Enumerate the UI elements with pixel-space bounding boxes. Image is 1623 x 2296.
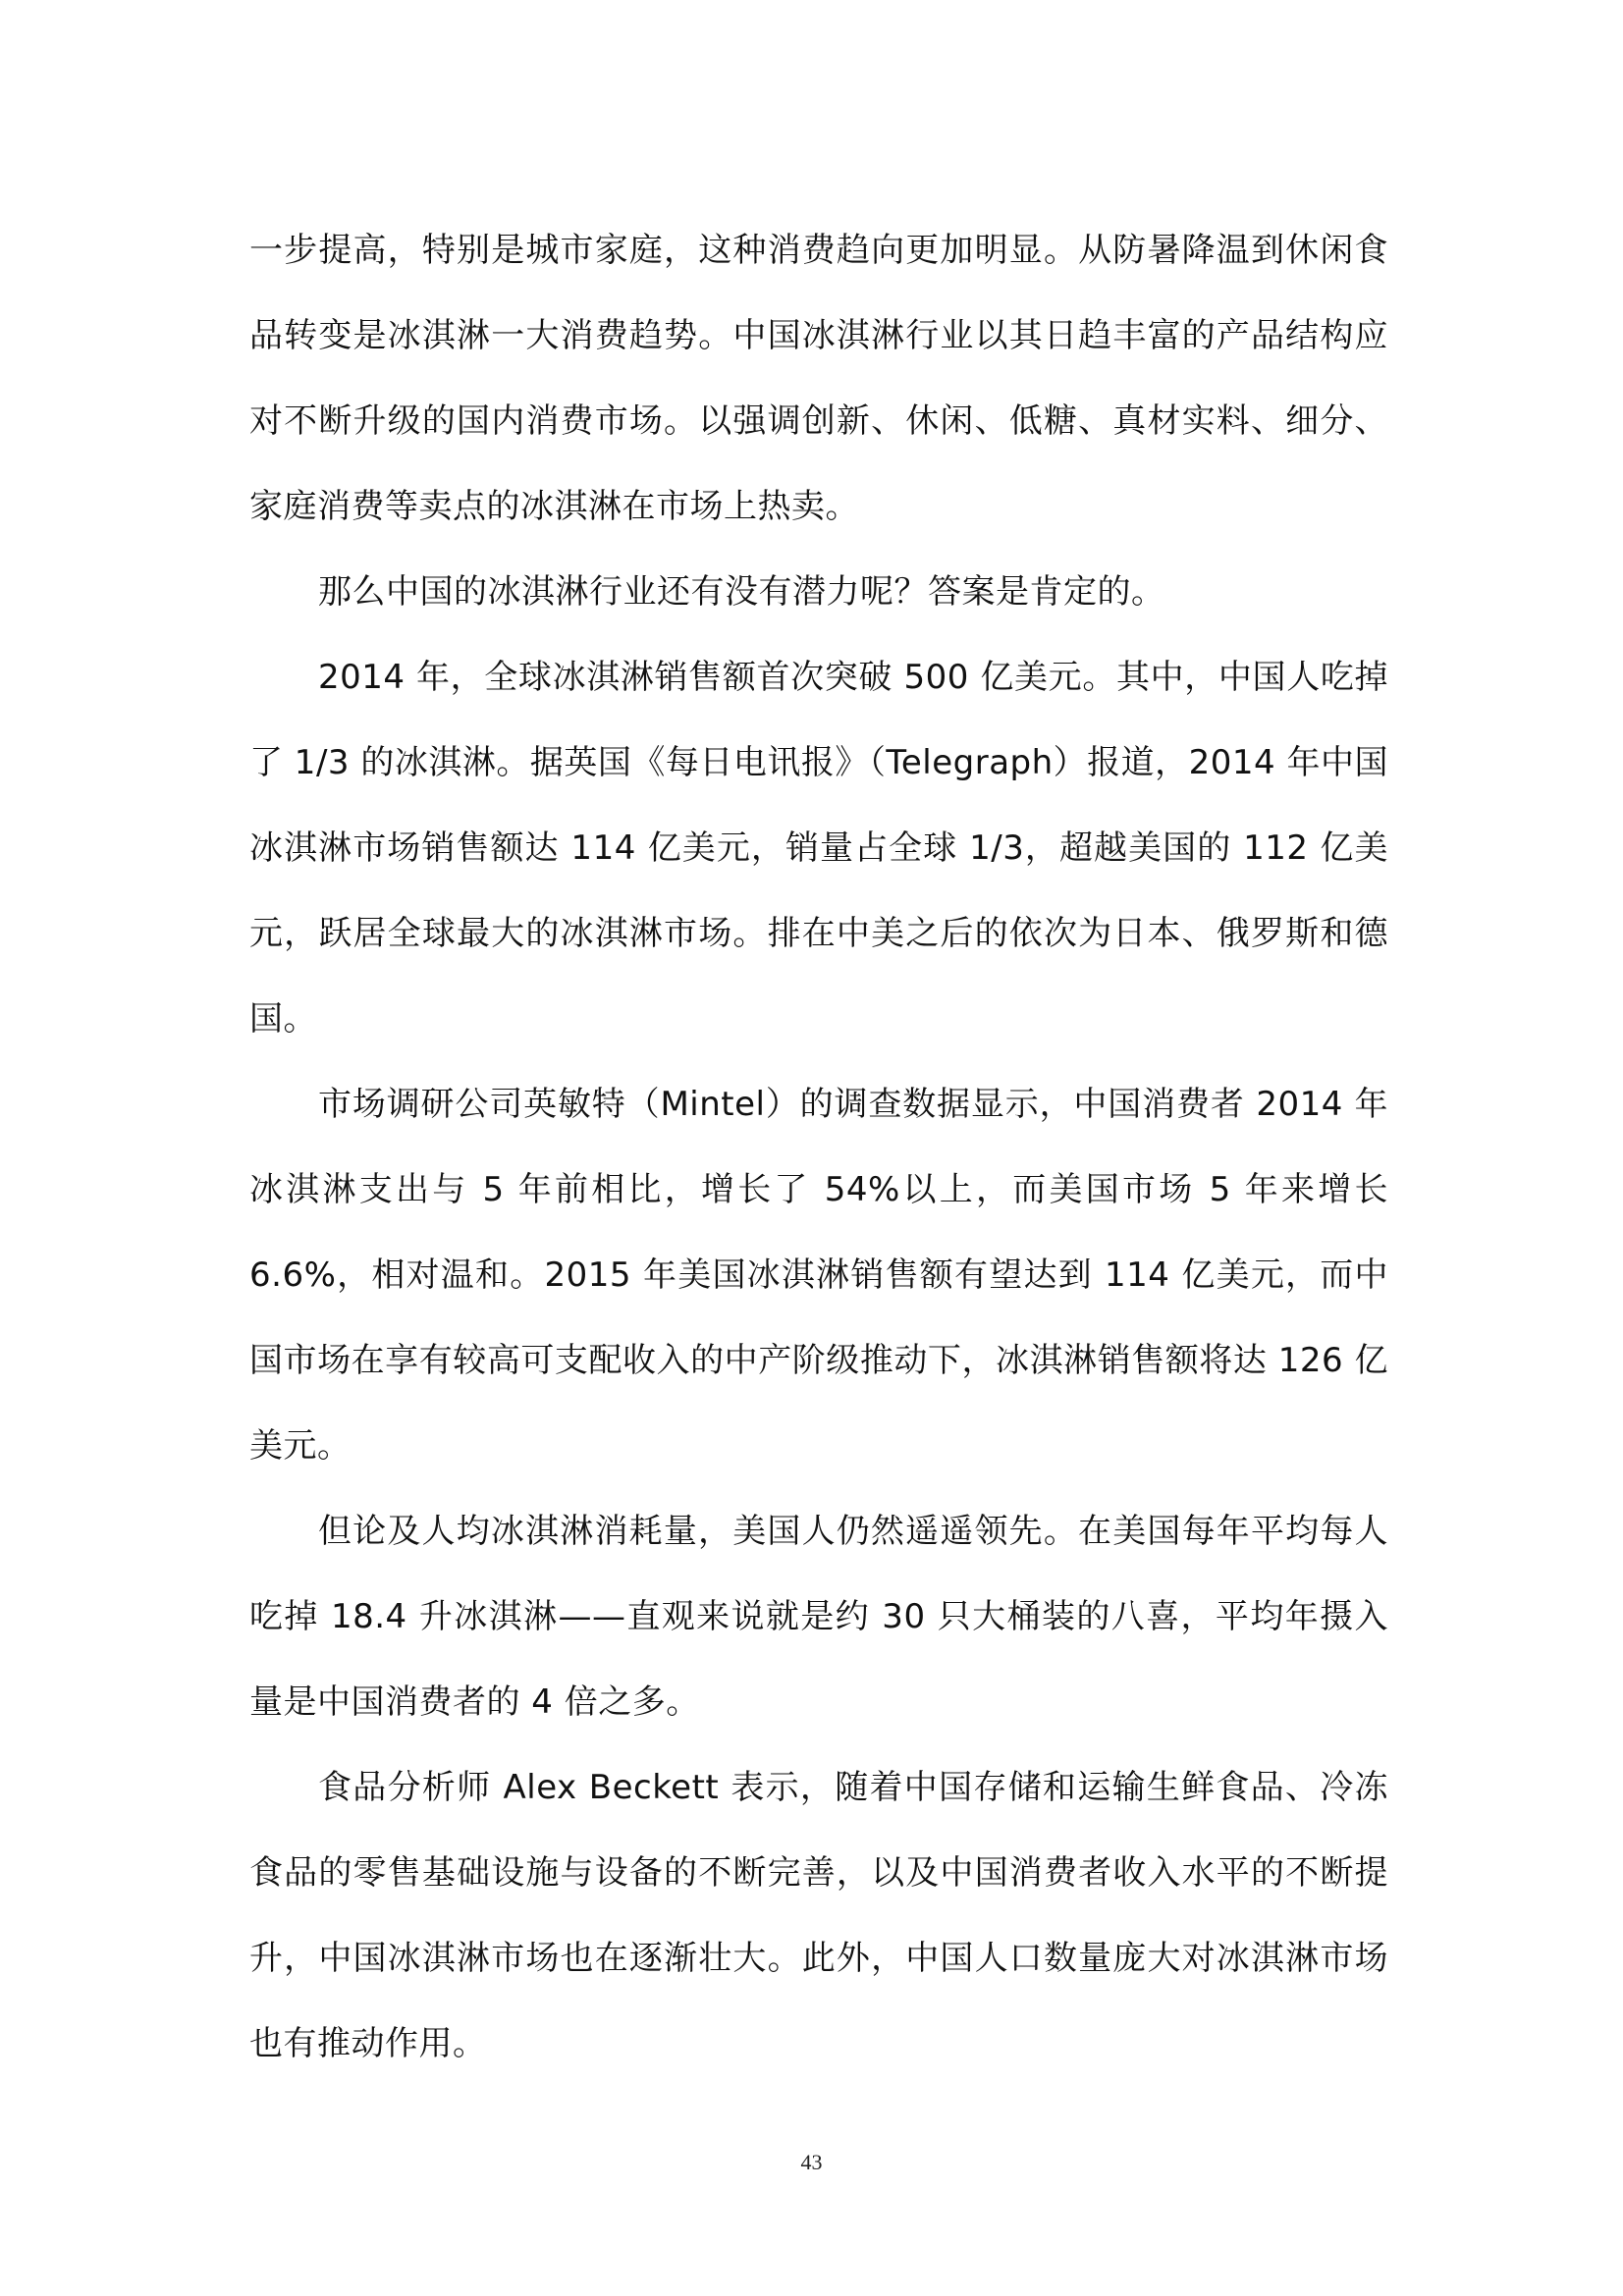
paragraph: 食品分析师 Alex Beckett 表示，随着中国存储和运输生鲜食品、冷冻食品的零售基础设施与设备的不断完善，以及中国消费者收入水平的不断提升，中国冰淇淋市场也在逐渐壮大。此外，中国人口数量庞大对冰淇淋市场也有推动作用。 [249,1768,1388,2063]
paragraph: 但论及人均冰淇淋消耗量，美国人仍然遥遥领先。在美国每年平均每人吃掉 18.4 升冰淇淋——直观来说就是约 30 只大桶装的八喜，平均年摄入量是中国消费者的 4 倍之多。 [249,1512,1388,1722]
paragraph: 市场调研公司英敏特（Mintel）的调查数据显示，中国消费者 2014 年冰淇淋支出与 5 年前相比，增长了 54%以上，而美国市场 5 年来增长 6.6%，相对温和。2015 年美国冰淇淋销售额有望达到 114 亿美元，而中国市场在享有较高可支配收入的中产阶级推动下，冰淇淋销售额将达 126 亿美元。 [249,1085,1388,1466]
paragraph-continuation: 一步提高，特别是城市家庭，这种消费趋向更加明显。从防暑降温到休闲食品转变是冰淇淋一大消费趋势。中国冰淇淋行业以其日趋丰富的产品结构应对不断升级的国内消费市场。以强调创新、休闲、低糖、真材实料、细分、家庭消费等卖点的冰淇淋在市场上热卖。 [249,231,1388,526]
body-text [249,208,1388,2087]
page-number: 43 [800,2150,823,2174]
paragraph: 2014 年，全球冰淇淋销售额首次突破 500 亿美元。其中，中国人吃掉了 1/3 的冰淇淋。据英国《每日电讯报》（Telegraph）报道，2014 年中国冰淇淋市场销售额达 114 亿美元，销量占全球 1/3，超越美国的 112 亿美元，跃居全球最大的冰淇淋市场。排在中美之后的依次为日本、俄罗斯和德国。 [249,658,1388,1039]
paragraph: 那么中国的冰淇淋行业还有没有潜力呢？答案是肯定的。 [318,572,1165,612]
